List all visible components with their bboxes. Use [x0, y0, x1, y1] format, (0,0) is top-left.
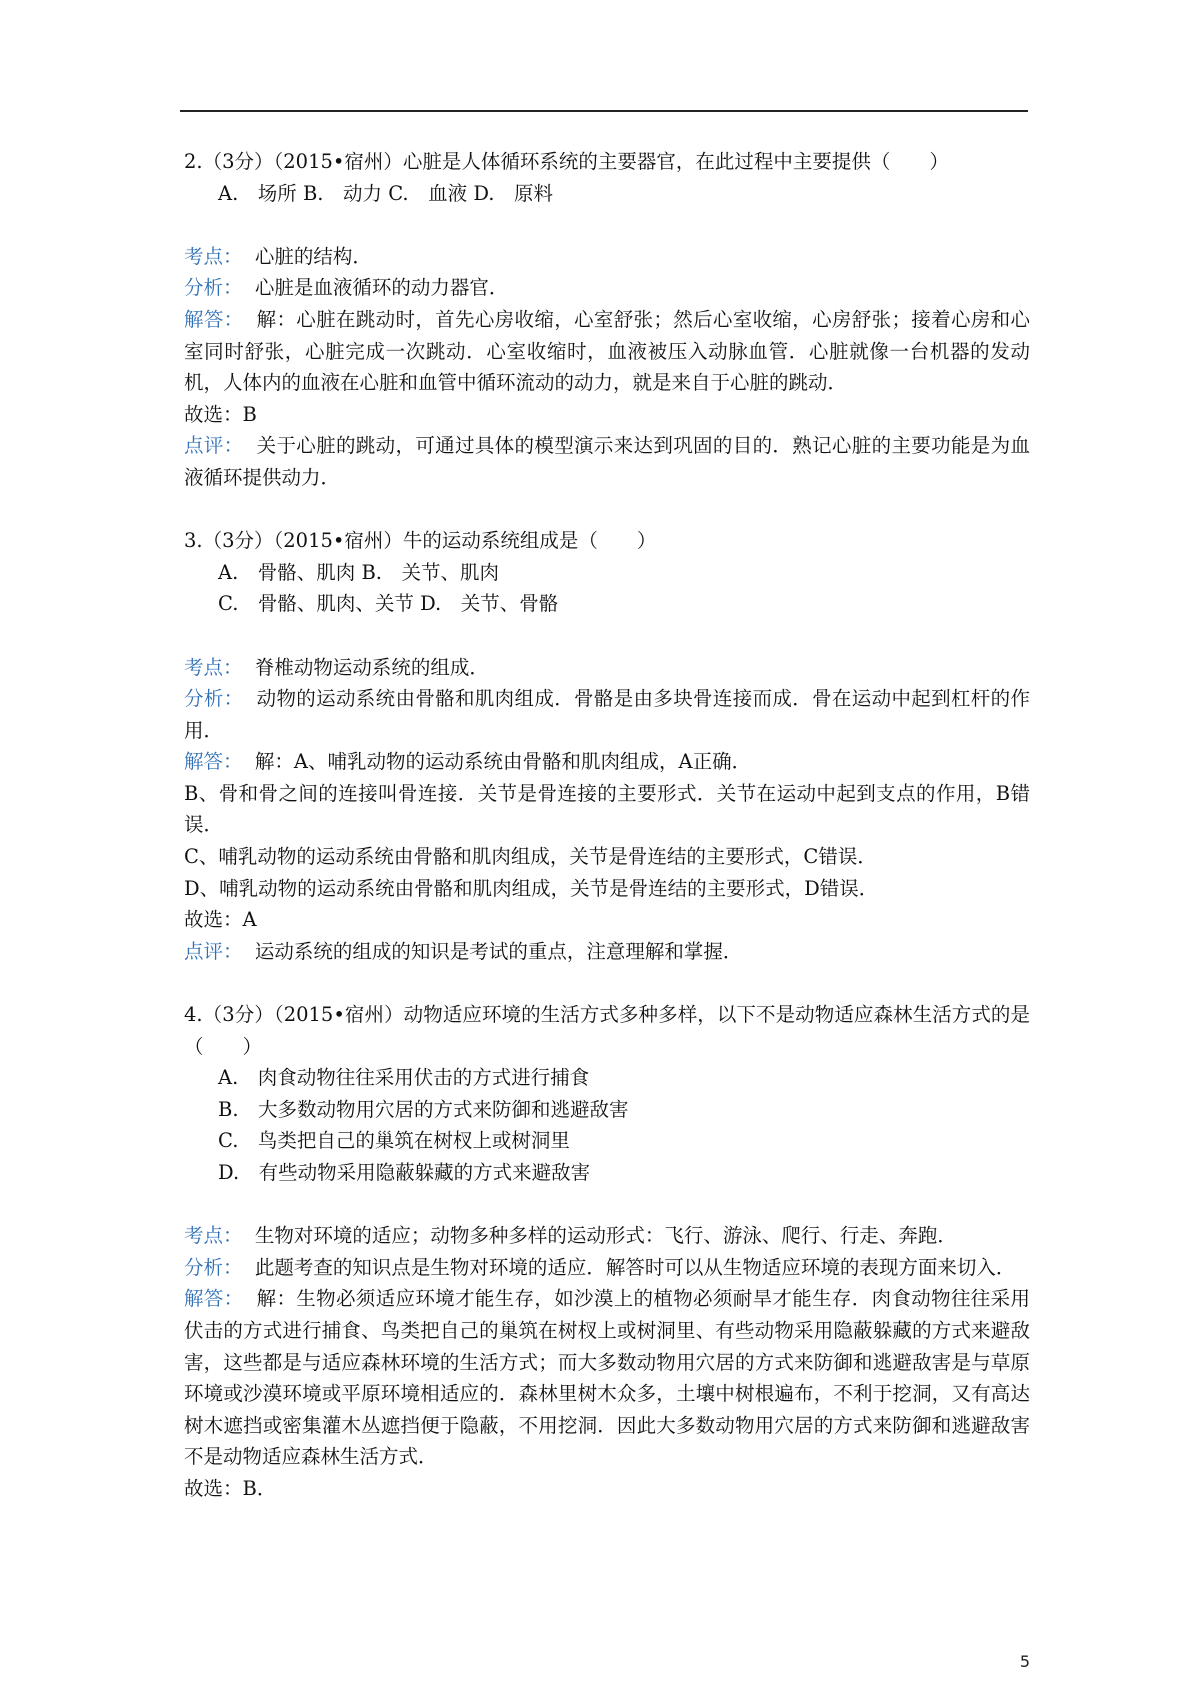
q3-options-2: C. 骨骼、肌肉、关节 D. 关节、骨骼: [218, 592, 559, 616]
q2-fenxi: [184, 272, 1030, 304]
q3-answer: 故选：A: [184, 908, 257, 932]
q2-stem: 2.（3分）（2015•宿州）心脏是人体循环系统的主要器官，在此过程中主要提供（ ）: [184, 150, 949, 173]
q3-fenxi: [184, 683, 1030, 746]
q2-dianping: [184, 430, 1030, 493]
q2-jieda: [184, 304, 1030, 399]
page-number: 5: [1019, 1652, 1030, 1671]
q3-line-d: D、哺乳动物的运动系统由骨骼和肌肉组成，关节是骨连结的主要形式，D错误．: [184, 876, 879, 900]
q3-jieda-text: 解：A、哺乳动物的运动系统由骨骼和肌肉组成，A正确．: [254, 750, 752, 774]
kaodian-label: 考点：: [184, 1224, 243, 1248]
kaodian-label: 考点：: [184, 244, 243, 268]
q2-options: A. 场所 B. 动力 C. 血液 D. 原料: [218, 181, 553, 205]
q4-option-c: C. 鸟类把自己的巢筑在树杈上或树洞里: [218, 1129, 570, 1153]
q4-option-b: B. 大多数动物用穴居的方式来防御和逃避敌害: [218, 1097, 629, 1121]
q3-line-c: C、哺乳动物的运动系统由骨骼和肌肉组成，关节是骨连结的主要形式，C错误．: [184, 845, 877, 869]
fenxi-label: 分析：: [184, 687, 244, 711]
fenxi-label: 分析：: [184, 276, 243, 300]
q4-option-d: D. 有些动物采用隐蔽躲藏的方式来避敌害: [218, 1161, 591, 1184]
q4-stem: 4.（3分）（2015•宿州）动物适应环境的生活方式多种多样，以下不是动物适应森林生活方式的是（ ）: [184, 1003, 1030, 1058]
jieda-label: 解答：: [184, 307, 244, 331]
q3-dianping: [184, 936, 1030, 968]
q3-jieda: [184, 746, 1030, 778]
kaodian-label: 考点：: [184, 655, 243, 679]
q2-dianping-text: 关于心脏的跳动，可通过具体的模型演示来达到巩固的目的．熟记心脏的主要功能是为血液循环提供动力．: [184, 434, 1030, 489]
q3-fenxi-text: 动物的运动系统由骨骼和肌肉组成．骨骼是由多块骨连接而成．骨在运动中起到杠杆的作用．: [184, 687, 1030, 742]
fenxi-label: 分析：: [184, 1255, 243, 1279]
q4-answer: 故选：B．: [184, 1476, 277, 1500]
q3-dianping-text: 运动系统的组成的知识是考试的重点，注意理解和掌握．: [254, 939, 743, 963]
q4-fenxi: [184, 1252, 1030, 1284]
q2-kaodian: [184, 241, 1030, 273]
jieda-label: 解答：: [184, 1287, 244, 1311]
q3-stem: 3.（3分）（2015•宿州）牛的运动系统组成是（ ）: [184, 529, 657, 553]
q4-fenxi-text: 此题考查的知识点是生物对环境的适应．解答时可以从生物适应环境的表现方面来切入．: [254, 1255, 1016, 1279]
q4-kaodian-text: 生物对环境的适应；动物多种多样的运动形式：飞行、游泳、爬行、行走、奔跑．: [254, 1224, 957, 1248]
q3-options-1: A. 骨骼、肌肉 B. 关节、肌肉: [218, 560, 500, 584]
q4-option-a: A. 肉食动物往往采用伏击的方式进行捕食: [218, 1066, 590, 1090]
q4-jieda-text: 解：生物必须适应环境才能生存，如沙漠上的植物必须耐旱才能生存．肉食动物往往采用伏击的方式进行捕食、鸟类把自己的巢筑在树杈上或树洞里、有些动物采用隐蔽躲藏的方式来避敌害，这些都是与适应森林环境的生活方式；而大多数动物用穴居的方式来防御和逃避敌害是与草原环境或沙漠环境或平原环境相适应的．森林里树木众多，土壤中树根遍布，不利于挖洞，又有高达树木遮挡或密集灌木丛遮挡便于隐蔽，不用挖洞．因此大多数动物用穴居的方式来防御和逃避敌害不是动物适应森林生活方式．: [184, 1287, 1030, 1469]
q3-kaodian-text: 脊椎动物运动系统的组成．: [254, 655, 489, 679]
q2-kaodian-text: 心脏的结构．: [254, 244, 372, 268]
document-body: [184, 146, 1030, 1505]
jieda-label: 解答：: [184, 750, 243, 774]
q2-fenxi-text: 心脏是血液循环的动力器官．: [254, 276, 509, 300]
q2-answer: 故选：B: [184, 402, 257, 426]
q4-kaodian: [184, 1220, 1030, 1252]
dianping-label: 点评：: [184, 434, 244, 458]
header-rule: [180, 110, 1028, 112]
q2-jieda-text: 解：心脏在跳动时，首先心房收缩，心室舒张；然后心室收缩，心房舒张；接着心房和心室同时舒张，心脏完成一次跳动．心室收缩时，血液被压入动脉血管．心脏就像一台机器的发动机，人体内的血液在心脏和血管中循环流动的动力，就是来自于心脏的跳动．: [184, 307, 1030, 395]
q3-line-b: B、骨和骨之间的连接叫骨连接．关节是骨连接的主要形式．关节在运动中起到支点的作用，B错误．: [184, 781, 1030, 837]
dianping-label: 点评：: [184, 939, 243, 963]
q4-jieda: [184, 1283, 1030, 1473]
q3-kaodian: [184, 652, 1030, 684]
